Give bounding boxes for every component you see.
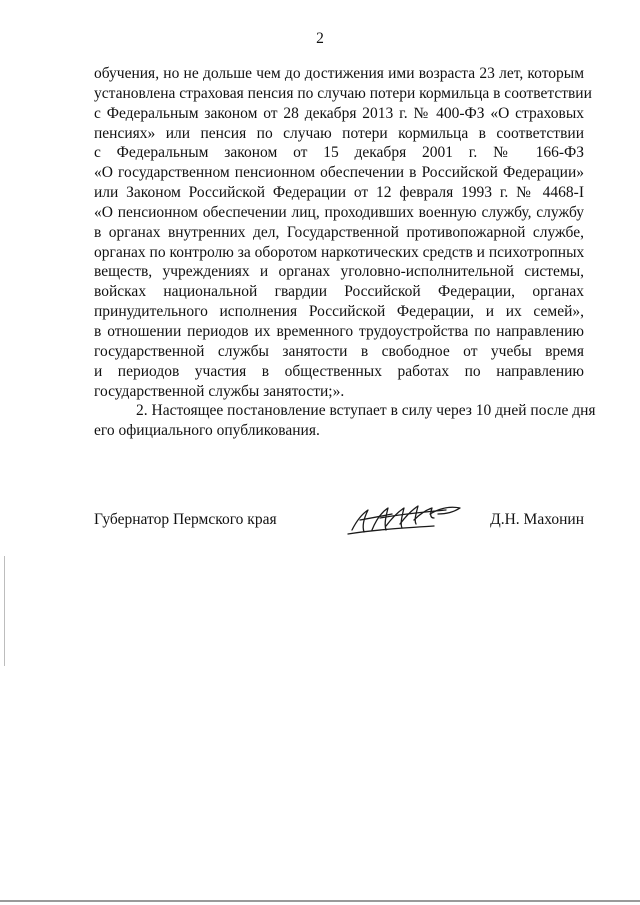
signature-block bbox=[94, 496, 584, 546]
text-line: пенсиях» или пенсия по случаю потери кормильца в соответствии bbox=[94, 124, 584, 142]
text-line: войсках национальной гвардии Российской Федерации, органах bbox=[94, 283, 584, 301]
text-line: установлена страховая пенсия по случаю потери кормильца в соответствии bbox=[94, 84, 592, 102]
text-line: обучения, но не дольше чем до достижения ими возраста 23 лет, которым bbox=[94, 65, 584, 82]
text-line: государственной службы занятости в свободное от учебы время bbox=[94, 342, 584, 360]
signatory-name: Д.Н. Махонин bbox=[490, 511, 584, 528]
text-line: с Федеральным законом от 15 декабря 2001 г. № 166-ФЗ bbox=[94, 144, 584, 162]
text-line: «О государственном пенсионном обеспечении в Российской Федерации» bbox=[94, 164, 584, 182]
page-number: 2 bbox=[316, 30, 324, 47]
signatory-title: Губернатор Пермского края bbox=[94, 511, 277, 528]
text-line: или Законом Российской Федерации от 12 февраля 1993 г. № 4468-I bbox=[94, 184, 584, 202]
text-line: и периодов участия в общественных работах по направлению bbox=[94, 362, 584, 380]
scan-bottom-edge bbox=[0, 900, 640, 902]
text-line: «О пенсионном обеспечении лиц, проходивших военную службу, службу bbox=[94, 203, 584, 221]
text-line: веществ, учреждениях и органах уголовно-исполнительной системы, bbox=[94, 263, 584, 281]
text-line: в отношении периодов их временного трудоустройства по направлению bbox=[94, 322, 584, 340]
text-line: в органах внутренних дел, Государственной противопожарной службе, bbox=[94, 223, 584, 241]
text-line: государственной службы занятости;». bbox=[94, 382, 345, 400]
document-body bbox=[94, 64, 596, 441]
text-line: принудительного исполнения Российской Федерации, и их семей», bbox=[94, 303, 584, 321]
text-line: органах по контролю за оборотом наркотических средств и психотропных bbox=[94, 243, 585, 261]
text-line: его официального опубликования. bbox=[94, 422, 320, 440]
handwritten-signature bbox=[342, 496, 472, 540]
text-line: с Федеральным законом от 28 декабря 2013 г. № 400-ФЗ «О страховых bbox=[94, 104, 584, 122]
scan-edge-line bbox=[4, 556, 5, 666]
text-line: 2. Настоящее постановление вступает в силу через 10 дней после дня bbox=[136, 402, 596, 420]
